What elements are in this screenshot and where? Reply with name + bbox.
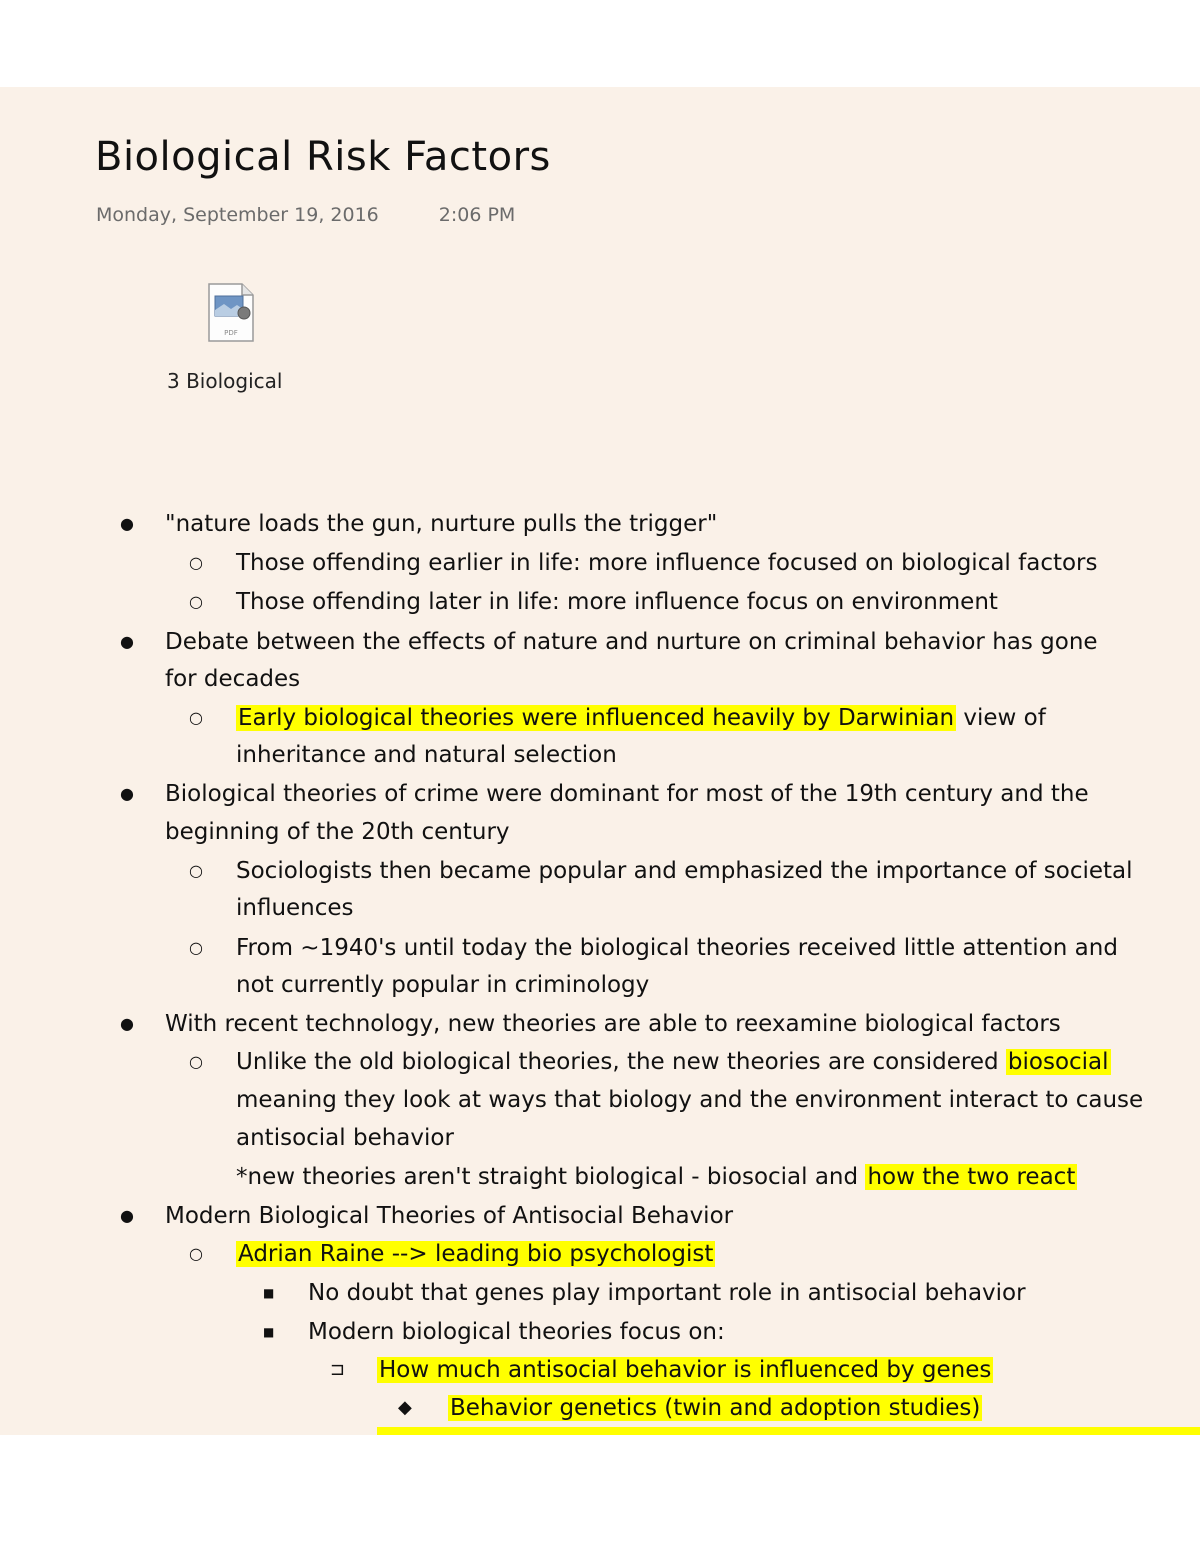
outline-item: "nature loads the gun, nurture pulls the trigger" (165, 511, 718, 537)
note-page (0, 87, 1200, 1435)
outline-item-continuation: antisocial behavior (236, 1125, 454, 1151)
bullet-circle-icon: ○ (189, 1244, 203, 1263)
highlighted-text: how the two react (867, 1164, 1076, 1190)
outline-item-continuation (236, 1162, 1077, 1192)
highlighted-text: Early biological theories were influenced heavily by Darwinian (238, 705, 955, 731)
outline-item: Modern Biological Theories of Antisocial Behavior (165, 1203, 734, 1229)
highlighted-text: biosocial (1007, 1049, 1109, 1075)
outline-item (236, 703, 1046, 733)
attachment-label[interactable]: 3 Biological (167, 369, 283, 393)
bullet-square-icon: ■ (263, 1325, 275, 1339)
outline-item (448, 1393, 982, 1423)
outline-item: With recent technology, new theories are able to reexamine biological factors (165, 1011, 1061, 1037)
bullet-dot-icon: ● (120, 632, 134, 651)
highlighted-text: Adrian Raine --> leading bio psychologist (238, 1241, 714, 1267)
outline-text: view of (956, 705, 1046, 731)
outline-item-continuation: for decades (165, 666, 301, 692)
bullet-circle-icon: ○ (189, 592, 203, 611)
pdf-file-icon[interactable] (206, 282, 256, 344)
bullet-dot-icon: ● (120, 514, 134, 533)
bullet-circle-icon: ○ (189, 861, 203, 880)
page-title: Biological Risk Factors (95, 134, 551, 180)
outline-item: From ~1940's until today the biological theories received little attention and (236, 935, 1118, 961)
outline-item: Biological theories of crime were dominant for most of the 19th century and the (165, 781, 1089, 807)
cut-off-highlight (377, 1427, 1200, 1435)
outline-item: Those offending later in life: more influence focus on environment (236, 589, 998, 615)
outline-item: No doubt that genes play important role in antisocial behavior (308, 1280, 1026, 1306)
outline-item: Debate between the effects of nature and nurture on criminal behavior has gone (165, 629, 1098, 655)
bullet-arrow-icon: ⊐ (330, 1359, 346, 1380)
outline-item-continuation: influences (236, 895, 354, 921)
outline-item: Those offending earlier in life: more influence focused on biological factors (236, 550, 1098, 576)
outline-item-continuation: inheritance and natural selection (236, 742, 617, 768)
outline-item-continuation: meaning they look at ways that biology and the environment interact to cause (236, 1087, 1144, 1113)
bullet-dot-icon: ● (120, 784, 134, 803)
note-datetime (96, 204, 515, 226)
bullet-dot-icon: ● (120, 1014, 134, 1033)
bullet-circle-icon: ○ (189, 553, 203, 572)
pdf-icon-text: PDF (224, 329, 238, 337)
bullet-circle-icon: ○ (189, 938, 203, 957)
outline-text: *new theories aren't straight biological - biosocial and (236, 1164, 866, 1190)
bullet-diamond-icon: ◆ (398, 1397, 412, 1418)
outline-text: Unlike the old biological theories, the new theories are considered (236, 1049, 1006, 1075)
outline-item (236, 1047, 1111, 1077)
outline-item-continuation: beginning of the 20th century (165, 819, 510, 845)
bullet-square-icon: ■ (263, 1286, 275, 1300)
bullet-dot-icon: ● (120, 1206, 134, 1225)
outline-item (236, 1239, 715, 1269)
highlighted-text: How much antisocial behavior is influenced by genes (379, 1357, 992, 1383)
note-time: 2:06 PM (438, 204, 516, 226)
outline-item: Sociologists then became popular and emphasized the importance of societal (236, 858, 1133, 884)
note-date: Monday, September 19, 2016 (96, 204, 379, 226)
bullet-circle-icon: ○ (189, 708, 203, 727)
bullet-circle-icon: ○ (189, 1052, 203, 1071)
outline-item-continuation: not currently popular in criminology (236, 972, 650, 998)
outline-item (377, 1355, 993, 1385)
outline-item: Modern biological theories focus on: (308, 1319, 725, 1345)
highlighted-text: Behavior genetics (twin and adoption studies) (450, 1395, 981, 1421)
